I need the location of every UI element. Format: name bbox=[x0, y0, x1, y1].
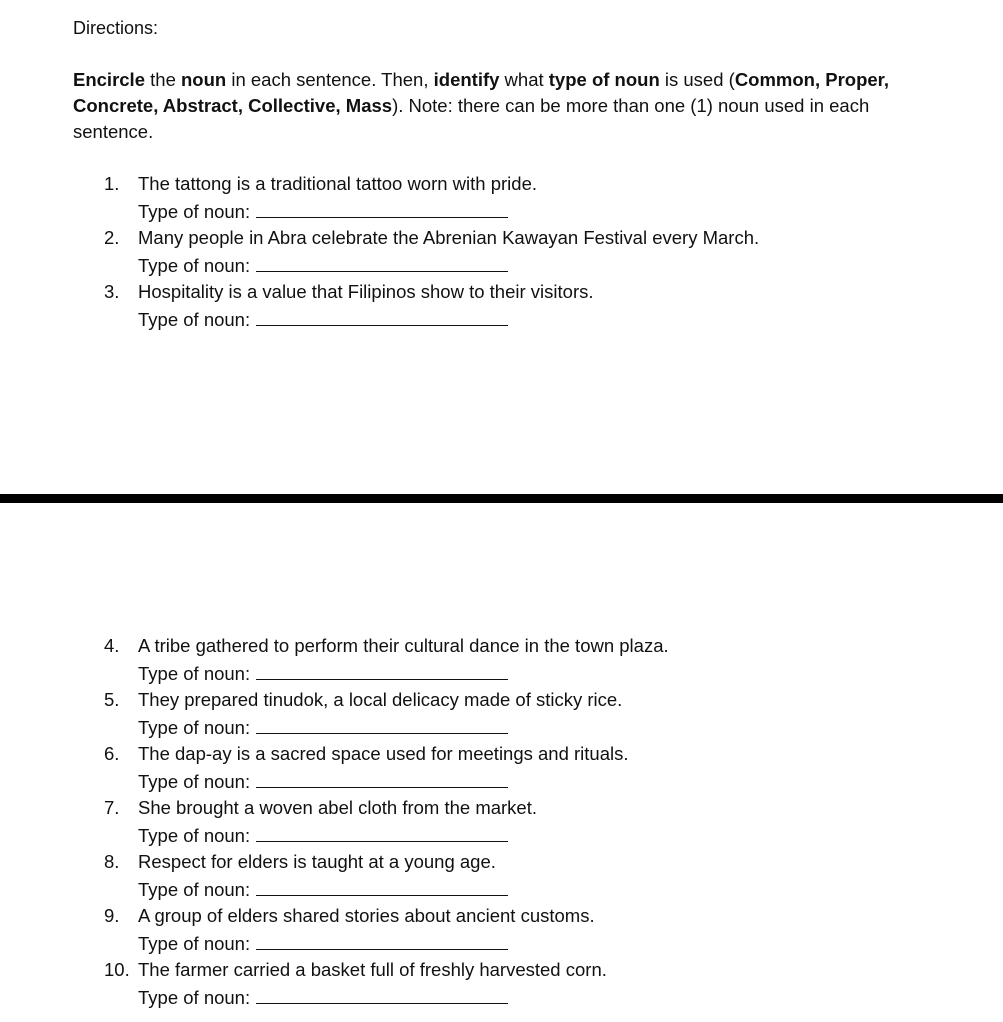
answer-row bbox=[138, 767, 669, 795]
question-sentence: They prepared tinudok, a local delicacy made of sticky rice. bbox=[138, 689, 623, 710]
instructions-paragraph bbox=[73, 67, 893, 145]
answer-label: Type of noun: bbox=[138, 987, 251, 1008]
answer-row bbox=[138, 251, 759, 279]
instruction-text: in each sentence. Then, bbox=[226, 69, 434, 90]
answer-blank-line[interactable] bbox=[256, 305, 508, 326]
question-number: 9. bbox=[104, 905, 120, 926]
answer-row bbox=[138, 821, 669, 849]
instruction-text: the bbox=[145, 69, 181, 90]
answer-label: Type of noun: bbox=[138, 717, 251, 738]
answer-label: Type of noun: bbox=[138, 879, 251, 900]
answer-blank-line[interactable] bbox=[256, 251, 508, 272]
question-number: 7. bbox=[104, 797, 120, 818]
instruction-identify: identify bbox=[433, 69, 500, 90]
question-item bbox=[104, 849, 669, 903]
instruction-noun: noun bbox=[181, 69, 227, 90]
question-number: 8. bbox=[104, 851, 120, 872]
answer-label: Type of noun: bbox=[138, 309, 251, 330]
question-sentence: Hospitality is a value that Filipinos show to their visitors. bbox=[138, 281, 594, 302]
question-item bbox=[104, 957, 669, 1011]
instruction-text: is used ( bbox=[659, 69, 735, 90]
answer-row bbox=[138, 197, 759, 225]
directions-heading: Directions: bbox=[73, 18, 159, 38]
question-number: 10. bbox=[104, 959, 130, 980]
instruction-note: ). Note: there can be more than one (1) noun used in each sentence. bbox=[73, 95, 870, 142]
answer-row bbox=[138, 713, 669, 741]
answer-label: Type of noun: bbox=[138, 255, 251, 276]
question-item bbox=[104, 903, 669, 957]
answer-label: Type of noun: bbox=[138, 663, 251, 684]
instruction-noun-types: Common, Proper, Concrete, Abstract, Collective, Mass bbox=[73, 69, 890, 116]
answer-row bbox=[138, 305, 759, 333]
question-item bbox=[104, 741, 669, 795]
question-list-bottom bbox=[104, 633, 669, 1011]
question-sentence: A tribe gathered to perform their cultural dance in the town plaza. bbox=[138, 635, 669, 656]
answer-blank-line[interactable] bbox=[256, 929, 508, 950]
answer-blank-line[interactable] bbox=[256, 821, 508, 842]
answer-blank-line[interactable] bbox=[256, 767, 508, 788]
question-item bbox=[104, 795, 669, 849]
question-number: 4. bbox=[104, 635, 120, 656]
question-sentence: Respect for elders is taught at a young age. bbox=[138, 851, 496, 872]
question-number: 1. bbox=[104, 173, 120, 194]
question-sentence: The dap-ay is a sacred space used for meetings and rituals. bbox=[138, 743, 629, 764]
answer-label: Type of noun: bbox=[138, 933, 251, 954]
question-sentence: Many people in Abra celebrate the Abrenian Kawayan Festival every March. bbox=[138, 227, 760, 248]
answer-blank-line[interactable] bbox=[256, 659, 508, 680]
question-item bbox=[104, 171, 759, 225]
answer-row bbox=[138, 983, 669, 1011]
answer-blank-line[interactable] bbox=[256, 713, 508, 734]
question-sentence: The tattong is a traditional tattoo worn with pride. bbox=[138, 173, 537, 194]
question-item bbox=[104, 279, 759, 333]
answer-blank-line[interactable] bbox=[256, 983, 508, 1004]
answer-label: Type of noun: bbox=[138, 201, 251, 222]
page-divider bbox=[0, 494, 1003, 503]
answer-label: Type of noun: bbox=[138, 825, 251, 846]
question-list-top bbox=[104, 171, 759, 333]
question-item bbox=[104, 687, 669, 741]
question-number: 6. bbox=[104, 743, 120, 764]
question-item bbox=[104, 633, 669, 687]
answer-blank-line[interactable] bbox=[256, 197, 508, 218]
question-number: 3. bbox=[104, 281, 120, 302]
question-item bbox=[104, 225, 759, 279]
answer-row bbox=[138, 659, 669, 687]
instruction-text: what bbox=[499, 69, 549, 90]
answer-blank-line[interactable] bbox=[256, 875, 508, 896]
question-number: 5. bbox=[104, 689, 120, 710]
answer-row bbox=[138, 929, 669, 957]
instruction-encircle: Encircle bbox=[73, 69, 145, 90]
answer-label: Type of noun: bbox=[138, 771, 251, 792]
question-sentence: She brought a woven abel cloth from the market. bbox=[138, 797, 537, 818]
question-sentence: The farmer carried a basket full of freshly harvested corn. bbox=[138, 959, 607, 980]
answer-row bbox=[138, 875, 669, 903]
question-sentence: A group of elders shared stories about ancient customs. bbox=[138, 905, 595, 926]
instruction-type-of-noun: type of noun bbox=[548, 69, 660, 90]
question-number: 2. bbox=[104, 227, 120, 248]
